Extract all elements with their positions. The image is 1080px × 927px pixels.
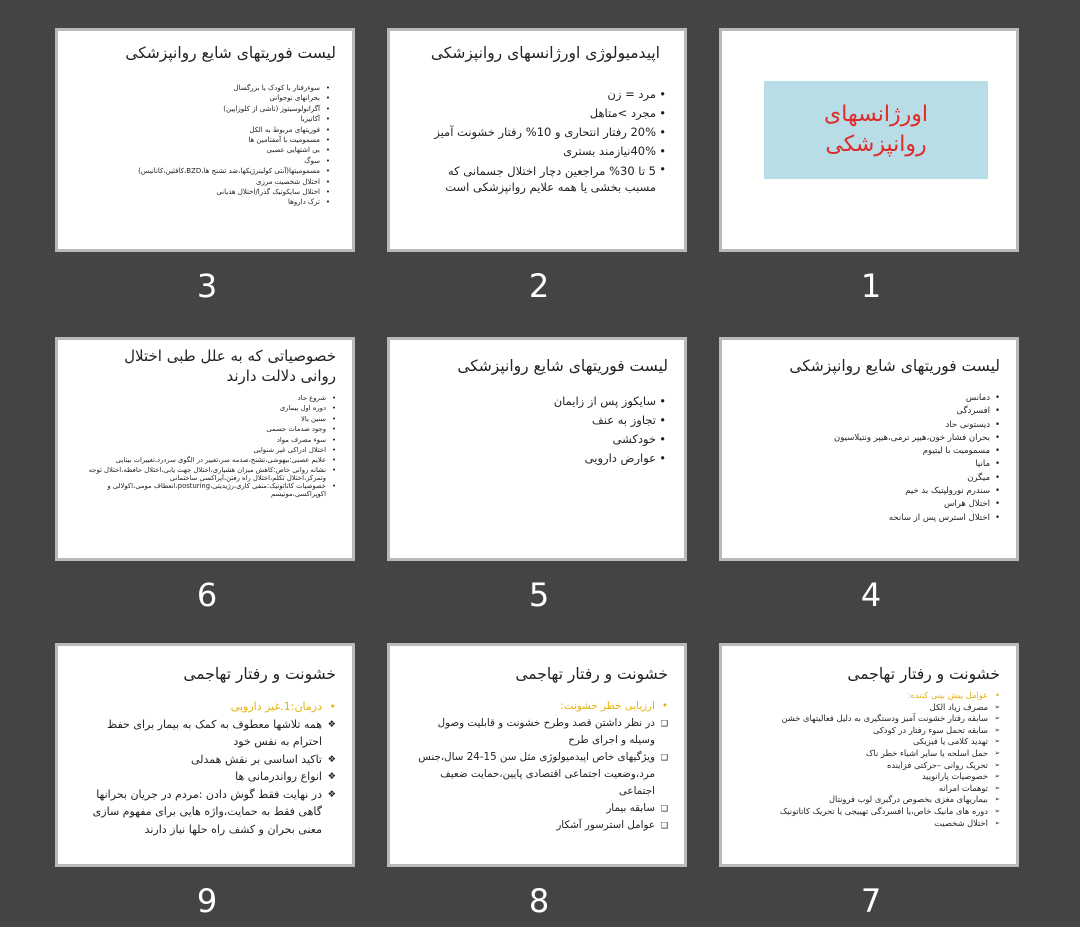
list-item: • 20% رفتار انتحاری و 10% رفتار خشونت آمیز xyxy=(416,123,666,142)
slide-7-title: خشونت و رفتار تهاجمی xyxy=(847,665,1000,683)
list-item: ❑ سابقه بیمار xyxy=(416,800,668,817)
list-item: • سندرم نورولپتیک بد خیم xyxy=(742,485,1000,498)
list-item: ➢ بیماریهای مغزی بخصوص درگیری لوب فرونتال xyxy=(734,794,1000,806)
list-item: • شروع حاد xyxy=(78,393,336,403)
slide-9-title: خشونت و رفتار تهاجمی xyxy=(183,665,336,683)
slide-7-bullets xyxy=(734,690,1000,829)
slide-8-bullets xyxy=(416,698,668,834)
list-item: ➢ سابقه رفتار خشونت آمیز ودستگیری به دلیل فعالیتهای خشن xyxy=(734,713,1000,725)
list-item: • خودکشی xyxy=(430,430,666,449)
list-item: • افسردگی xyxy=(742,405,1000,418)
list-item: • عوامل پیش بینی کننده: xyxy=(734,690,1000,702)
list-item: • دمانس xyxy=(742,392,1000,405)
slide-number-9: 9 xyxy=(196,882,218,920)
slide-thumbnail-1[interactable] xyxy=(719,28,1019,252)
list-item: • مسمومیت با لیتیوم xyxy=(742,445,1000,458)
list-item: ➢ خصوصیات پارانویید xyxy=(734,771,1000,783)
list-item: • سنین بالا xyxy=(78,414,336,424)
slide-number-6: 6 xyxy=(196,576,218,614)
list-item: • دوره اول بیماری xyxy=(78,403,336,413)
slide-number-1: 1 xyxy=(860,267,882,305)
list-item: • نشانه روانی خاص:کاهش میزان هشیاری،اختلال جهت یابی،اختلال حافظه،اختلال توجه وتمرکز،اختلال تکلم،اختلال راه رفتن،آپراکسی ساختمانی xyxy=(78,466,336,482)
list-item: ➢ مصرف زیاد الکل xyxy=(734,702,1000,714)
slide-thumbnail-6[interactable] xyxy=(55,337,355,561)
list-item: • مانیا xyxy=(742,458,1000,471)
list-item: • بحرانهای نوجوانی xyxy=(98,93,330,103)
list-item: ❑ عوامل استرسور آشکار xyxy=(416,817,668,834)
list-item: ❑ در نظر داشتن قصد وطرح خشونت و قابلیت وصول وسیله و اجرای طرح xyxy=(416,715,668,749)
slide-2-bullets xyxy=(416,85,666,195)
slide-3-bullets xyxy=(98,83,330,208)
slide-9-bullets xyxy=(84,698,336,838)
slide-6-title: خصوصیاتی که به علل طبی اختلال روانی دلالت دارند xyxy=(124,347,336,385)
list-item: • آگرانولوسیتوز (ناشی از کلوزاپین) xyxy=(98,104,330,114)
list-item: ➢ دوره های مانیک خاص،یا افسردگی تهییجی یا تحریک کاتاتونیک xyxy=(734,806,1000,818)
slide-4-title: لیست فوریتهای شایع روانپزشکی xyxy=(789,357,1000,375)
list-item: • بحران فشار خون،هیپر ترمی،هیپر ونتیلاسیون xyxy=(742,432,1000,445)
slide-thumbnail-4[interactable] xyxy=(719,337,1019,561)
list-item: • میگرن xyxy=(742,472,1000,485)
slide-number-8: 8 xyxy=(528,882,550,920)
slide-thumbnail-3[interactable] xyxy=(55,28,355,252)
list-item: • اختلال شخصیت مرزی xyxy=(98,177,330,187)
list-item: ❑ ویژگیهای خاص اپیدمیولوژی مثل سن 15-24 سال،جنس مرد،وضعیت اجتماعی اقتصادی پایین،حمایت ضعیف اجتماعی xyxy=(416,749,668,800)
list-item: • خصوصیات کاتاتونیک:منفی کاری،رژیدیتی،posturing،انعطاف مومی،اکولالی و اکوپراکسی،موتیسم xyxy=(78,482,336,498)
slide-5-title: لیست فوریتهای شایع روانپزشکی xyxy=(457,357,668,375)
list-item: • ارزیابی خطر خشونت: xyxy=(416,698,668,715)
list-item: • سوءرفتار با کودک یا بزرگسال xyxy=(98,83,330,93)
slide-number-4: 4 xyxy=(860,576,882,614)
slide-5-bullets xyxy=(430,392,666,468)
slide-1-title-box xyxy=(764,81,988,179)
list-item: ➢ اختلال شخصیت xyxy=(734,818,1000,830)
slide-1-title: اورژانسهای روانپزشکی xyxy=(824,102,928,157)
list-item: • ترک داروها xyxy=(98,197,330,207)
slide-thumbnail-2[interactable] xyxy=(387,28,687,252)
list-item: • دیستونی حاد xyxy=(742,419,1000,432)
list-item: • مسمومیتها(آنتی کولینرژیکها،ضد تشنج ها،BZD،کافئین،کاتانیس) xyxy=(98,166,330,176)
list-item: • اختلال ادراکی غیر شنوایی xyxy=(78,445,336,455)
slide-thumbnail-5[interactable] xyxy=(387,337,687,561)
slide-number-3: 3 xyxy=(196,267,218,305)
list-item: ➢ سابقه تحمل سوء رفتار در کودکی xyxy=(734,725,1000,737)
list-item: ➢ تحریک روانی –حرکتی فزاینده xyxy=(734,760,1000,772)
list-item: • علایم عصبی:بیهوشی،تشنج،صدمه سر،تغییر در الگوی سردرد،تغییرات بینایی xyxy=(78,455,336,465)
list-item: • مرد = زن xyxy=(416,85,666,104)
slide-thumbnail-7[interactable] xyxy=(719,643,1019,867)
list-item: • اختلال استرس پس از سانحه xyxy=(742,512,1000,525)
list-item: • تجاوز به عنف xyxy=(430,411,666,430)
list-item: ❖ در نهایت فقط گوش دادن :مردم در جریان بحرانها گاهی فقط به حمایت،واژه هایی برای مفهوم سازی معنی بحران و کشف راه حلها نیاز دارند xyxy=(84,786,336,839)
list-item: • سایکوز پس از زایمان xyxy=(430,392,666,411)
slide-thumbnail-9[interactable] xyxy=(55,643,355,867)
list-item: • عوارض دارویی xyxy=(430,449,666,468)
list-item: • اختلال سایکوتیک گذرا/اختلال هذیانی xyxy=(98,187,330,197)
list-item: ❖ همه تلاشها معطوف به کمک به بیمار برای حفظ احترام به نفس خود xyxy=(84,716,336,751)
slide-3-title: لیست فوریتهای شایع روانپزشکی xyxy=(125,44,336,62)
list-item: • فوریتهای مربوط به الکل xyxy=(98,125,330,135)
slide-number-5: 5 xyxy=(528,576,550,614)
list-item: • درمان:1.غیر دارویی xyxy=(84,698,336,716)
slide-thumbnail-8[interactable] xyxy=(387,643,687,867)
list-item: • 5 تا 30% مراجعین دچار اختلال جسمانی که مسبب بخشی یا همه علایم روانپزشکی است xyxy=(416,161,666,195)
list-item: • مسمومیت با آمفتامین ها xyxy=(98,135,330,145)
list-item: ➢ حمل اسلحه یا سایر اشیاء خطر ناک xyxy=(734,748,1000,760)
list-item: • 40%نیازمند بستری xyxy=(416,142,666,161)
list-item: • سوء مصرف مواد xyxy=(78,435,336,445)
list-item: • وجود صدمات جسمی xyxy=(78,424,336,434)
list-item: ❖ انواع رواندرمانی ها xyxy=(84,768,336,786)
list-item: ➢ تهدید کلامی یا فیزیکی xyxy=(734,736,1000,748)
list-item: • آکاتیزیا xyxy=(98,114,330,124)
list-item: • سوگ xyxy=(98,156,330,166)
list-item: ➢ توهمات امرانه xyxy=(734,783,1000,795)
slide-8-title: خشونت و رفتار تهاجمی xyxy=(515,665,668,683)
slide-4-bullets xyxy=(742,392,1000,525)
list-item: • بی اشتهایی عصبی xyxy=(98,145,330,155)
slide-2-title: اپیدمیولوژی اورژانسهای روانپزشکی xyxy=(430,44,660,62)
slide-number-2: 2 xyxy=(528,267,550,305)
list-item: ❖ تاکید اساسی بر نقش همدلی xyxy=(84,751,336,769)
slide-number-7: 7 xyxy=(860,882,882,920)
slide-6-bullets xyxy=(78,393,336,498)
list-item: • اختلال هراس xyxy=(742,498,1000,511)
list-item: • مجرد >متاهل xyxy=(416,104,666,123)
